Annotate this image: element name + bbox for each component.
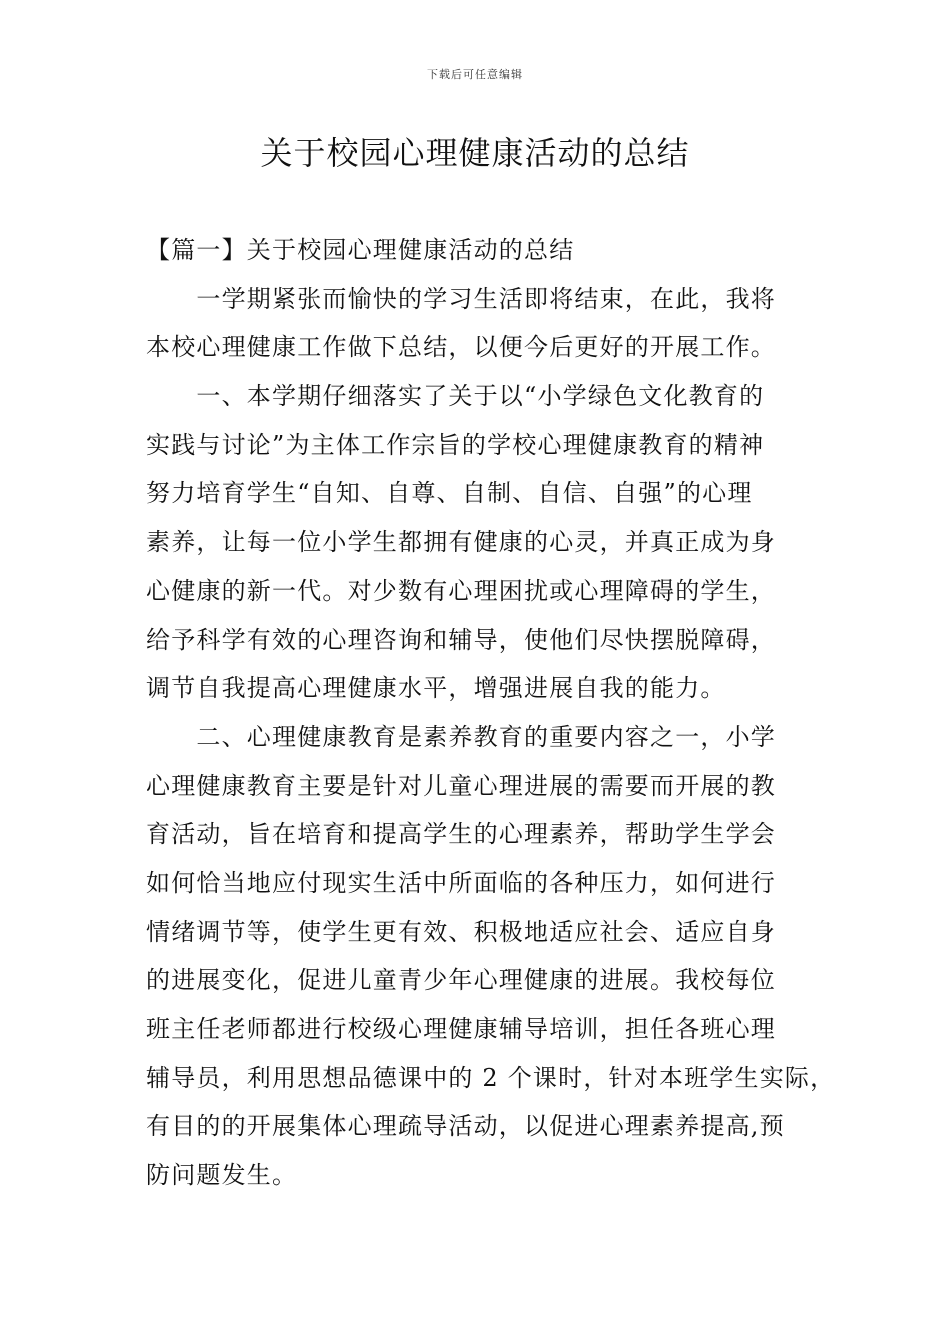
paragraph-line: 防问题发生。 <box>146 1161 298 1190</box>
paragraph-line: 一学期紧张而愉快的学习生活即将结束，在此，我将 <box>146 284 776 313</box>
paragraph-line: 心健康的新一代。对少数有心理困扰或心理障碍的学生， <box>146 576 776 605</box>
paragraph-line: 二、心理健康教育是素养教育的重要内容之一，小学 <box>146 722 776 751</box>
paragraph-line: 实践与讨论”为主体工作宗旨的学校心理健康教育的精神 <box>146 430 765 459</box>
paragraph-line: 育活动，旨在培育和提高学生的心理素养，帮助学生学会 <box>146 820 776 849</box>
paragraph-line: 班主任老师都进行校级心理健康辅导培训，担任各班心理 <box>146 1015 776 1043</box>
header-note: 下载后可任意编辑 <box>427 68 523 81</box>
paragraph-line: 的进展变化，促进儿童青少年心理健康的进展。我校每位 <box>146 966 776 995</box>
paragraph-line: 如何恰当地应付现实生活中所面临的各种压力，如何进行 <box>146 868 776 897</box>
paragraph-line: 本校心理健康工作做下总结，以便今后更好的开展工作。 <box>146 333 776 362</box>
paragraph-line: 调节自我提高心理健康水平，增强进展自我的能力。 <box>146 674 726 703</box>
document-title: 关于校园心理健康活动的总结 <box>260 134 690 172</box>
document-body <box>146 226 836 1200</box>
paragraph-line: 一、本学期仔细落实了关于以“小学绿色文化教育的 <box>146 382 765 411</box>
paragraph-line: 努力培育学生“自知、自尊、自制、自信、自强”的心理 <box>146 479 753 508</box>
paragraph-line: 给予科学有效的心理咨询和辅导，使他们尽快摆脱障碍， <box>146 625 776 654</box>
paragraph-line: 心理健康教育主要是针对儿童心理进展的需要而开展的教 <box>146 771 776 800</box>
paragraph-line: 有目的的开展集体心理疏导活动，以促进心理素养提高,预 <box>146 1112 785 1141</box>
paragraph-line: 辅导员，利用思想品德课中的 2 个课时，针对本班学生实际， <box>146 1063 836 1092</box>
paragraph-line: 素养，让每一位小学生都拥有健康的心灵，并真正成为身 <box>146 528 776 557</box>
paragraph-line: 情绪调节等，使学生更有效、积极地适应社会、适应自身 <box>146 917 776 946</box>
section-heading: 【篇一】关于校园心理健康活动的总结 <box>146 236 575 264</box>
